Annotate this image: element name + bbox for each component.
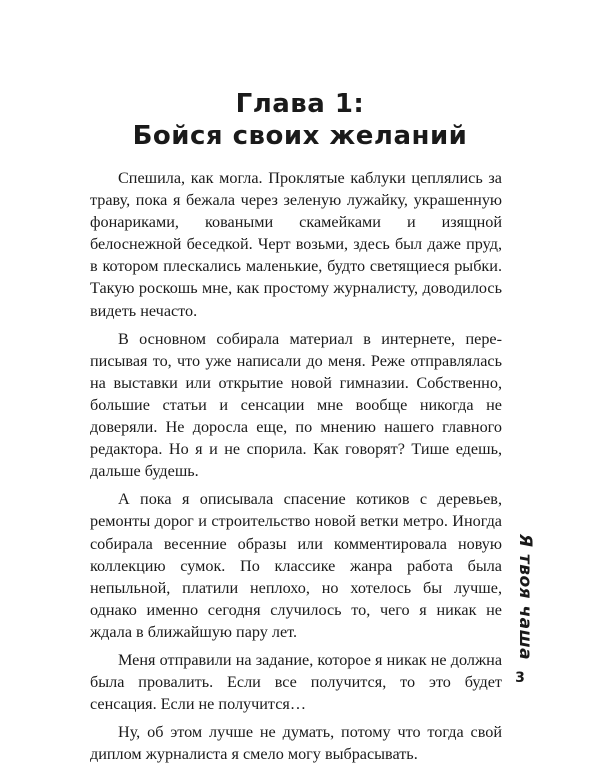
running-title-tab: [505, 532, 545, 662]
paragraph: Спешила, как могла. Проклятые каблуки цеплялись за траву, пока я бежала через зеленую лужайку, украшенную фонариками, коваными скамейками и изящной белоснежной беседкой. Черт возьми, здесь был даже пруд, в котором плескались маленькие, будто светящиеся рыбки. Такую роскошь мне, как простому журналисту, доводилось видеть нечасто.: [90, 169, 502, 320]
chapter-number: Глава 1:: [235, 89, 365, 119]
chapter-title: Бойся своих желаний: [132, 121, 468, 151]
running-title: Я твоя чаша: [515, 533, 535, 661]
page-number: 3: [515, 670, 525, 686]
paragraph: Ну, об этом лучше не думать, потому что тогда свой диплом журналиста я смело могу выбрасывать.: [90, 723, 502, 764]
paragraph: В основном собирала материал в интернете, переписывая то, что уже написали до меня. Реже отправлялась на выставки или открытие новой гимназии. Собственно, большие статьи и сенсации мне вообще никогда не доверяли. Не доросла еще, по мнению нашего главного редактора. Но я и не спорила. Как говорят? Тише едешь, дальше будешь.: [90, 329, 502, 481]
paragraph: А пока я описывала спасение котиков с деревьев, ремонты дорог и строительство новой ветки метро. Иногда собирала весенние образы или комментировала новую коллекцию сумок. По классике жанра работа была непыльной, платили неплохо, но хотелось бы лучше, однако именно сегодня случилось то, чего я никак не ждала в ближайшую пару лет.: [90, 490, 502, 641]
chapter-heading: [0, 88, 600, 152]
chapter-body: [90, 167, 502, 771]
paragraph: Меня отправили на задание, которое я никак не должна была провалить. Если все получится, то это будет сенсация. Если не получится…: [90, 650, 502, 714]
